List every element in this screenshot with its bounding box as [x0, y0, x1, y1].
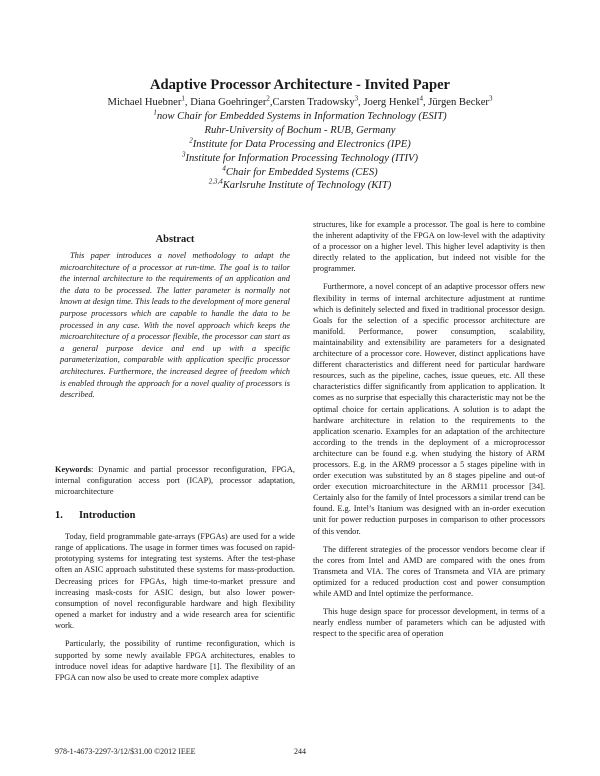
keywords-text: : Dynamic and partial processor reconfiguration, FPGA, internal configuration access port (ICAP), processor adaptation, microarchitecture: [55, 465, 295, 497]
author-name: Carsten Tradowsky: [272, 97, 355, 108]
author-sup: 3: [354, 94, 359, 103]
author-sup: 3: [488, 94, 493, 103]
introduction-body: [55, 531, 295, 690]
affiliation-line: [0, 110, 600, 124]
author-sup: 2: [266, 94, 270, 103]
affiliation-line: [0, 179, 600, 193]
footer-isbn: 978-1-4673-2297-3/12/$31.00 ©2012 IEEE: [55, 747, 196, 756]
affiliation-sup: 1: [153, 108, 157, 117]
paragraph: Furthermore, a novel concept of an adaptive processor offers new flexibility in terms of internal architecture adjustment at runtime which is definitely selected and fixed in traditional processor design. Goals for the selection of a specific processor architecture are manifold. Performance, power consumption, scalability, maintainability and extensibility are parameters for a designated architecture of a processor core. However, distinct applications have different characteristics and different need for particular hardware resources, such as the pipeline, caches, issue queues, etc. All these characteristics differ significantly from application to application. It comes as no surprise that especially this characteristic may not be the optimal choice for certain applications. A solution is to adapt the hardware architecture in relation to the requirements to the application scenario. Examples for an adaptation of the architecture according to the trends in the deployment of a microprocessor architecture can be found e.g. when studying the history of ARM processors. E.g. in the ARM9 processor a 5 stages pipeline with in order execution was substituted by an 8 stages pipeline and out-of order execution microarchitecture in the ARM11 processor [34]. Certainly also for the family of Intel processors a similar trend can be found. E.g. Intel’s Itanium was designed with an in-order execution unit for power reduction purposes in comparison to other processors of this vendor.: [313, 282, 545, 536]
paragraph: Particularly, the possibility of runtime reconfiguration, which is supported by some newly available FPGA architectures, enables to introduce novel ideas for adaptive hardware [1]. The flexibility of an FPGA can now also be used to create more complex adaptive: [55, 639, 295, 682]
affiliation-sup: 3: [181, 150, 186, 159]
section-heading-introduction: [55, 510, 295, 521]
paragraph: structures, like for example a processor. The goal is here to combine the inherent adaptivity of the FPGA on low-level with the adaptivity of a processor on a higher level. This higher level adaptivity is then directly related to the application, but indeed not visible for the programmer.: [313, 220, 545, 274]
affiliation-line: [0, 138, 600, 152]
author-name: Diana Goehringer: [190, 97, 267, 108]
keywords-label: Keywords: [55, 465, 91, 474]
affiliation-text: Chair for Embedded Systems (CES): [225, 166, 378, 178]
affiliation-sup: 2: [189, 136, 193, 145]
affiliation-text: Institute for Data Processing and Electronics (IPE): [192, 138, 411, 150]
abstract-text: This paper introduces a novel methodology to adapt the microarchitecture of a processor at run-time. The goal is to tailor the internal architecture to the requirements of an application and the data to be processed. The latter parameter is normally not known at design time. This leads to the development of more general purpose processors which are capable to handle the data to be processed in any case. With the novel approach which keeps the microarchitecture of a processor flexible, the processor can start as a general purpose device and end up with a specific parameterization, comparable with application specific processor architectures. Furthermore, the increased degree of freedom which is enabled through the approach for a novel quality of processors is described.: [60, 251, 290, 400]
author-name: Jürgen Becker: [428, 97, 489, 108]
affiliation-line: [0, 152, 600, 166]
affiliation-text: Institute for Information Processing Technology (ITIV): [185, 152, 419, 164]
abstract-heading: Abstract: [155, 234, 195, 245]
affiliation-sup: 4: [222, 164, 226, 172]
affiliation-line: [0, 166, 600, 180]
author-list: Michael Huebner$^1$, Diana Goehringer$^2$,Carsten Tradowsky$^3$, Joerg Henkel$^4$, Jürgen Becker$^3$: [107, 94, 493, 108]
affiliation-text: Karlsruhe Institute of Technology (KIT): [222, 180, 392, 192]
section-title: Introduction: [79, 510, 136, 521]
author-sup: 4: [419, 94, 423, 103]
keywords: [55, 464, 295, 498]
affiliation-line: [0, 124, 600, 138]
section-number: 1.: [55, 510, 63, 521]
paper-title: Adaptive Processor Architecture - Invited Paper: [149, 77, 451, 93]
affiliation-text: Ruhr-University of Bochum - RUB, Germany: [204, 124, 396, 136]
paragraph: Today, field programmable gate-arrays (FPGAs) are used for a wide range of applications. The usage in former times was focused on rapid-prototyping systems for integrating test systems. After the test-phase often an ASIC approach substituted these systems for mass-production. Decreasing prices for FPGAs, high time-to-market pressure and increasing mask-costs for ASIC design, but also lower power-consumption of novel reconfigurable hardware and high flexibility opened a market for industry and a wide research area for scientific work.: [55, 532, 295, 631]
paragraph: The different strategies of the processor vendors become clear if the cores from Intel and AMD are compared with the ones from Transmeta and VIA. The cores of Transmeta and VIA are primary optimized for a reduced production cost and power consumption while AMD and Intel optimize the performance.: [313, 544, 545, 598]
author-block: [0, 96, 600, 193]
page-number: 244: [294, 747, 306, 756]
author-name: Joerg Henkel: [363, 97, 420, 108]
right-column: [313, 219, 545, 646]
paragraph: This huge design space for processor development, in terms of a nearly endless number of parameters which can be adjusted with respect to the specific area of operation: [313, 607, 545, 639]
affiliation-text: now Chair for Embedded Systems in Information Technology (ESIT): [156, 110, 447, 122]
affiliation-sup: 2,3,4: [208, 177, 223, 186]
author-sup: 1: [181, 94, 185, 103]
author-name: Michael Huebner: [107, 97, 182, 108]
